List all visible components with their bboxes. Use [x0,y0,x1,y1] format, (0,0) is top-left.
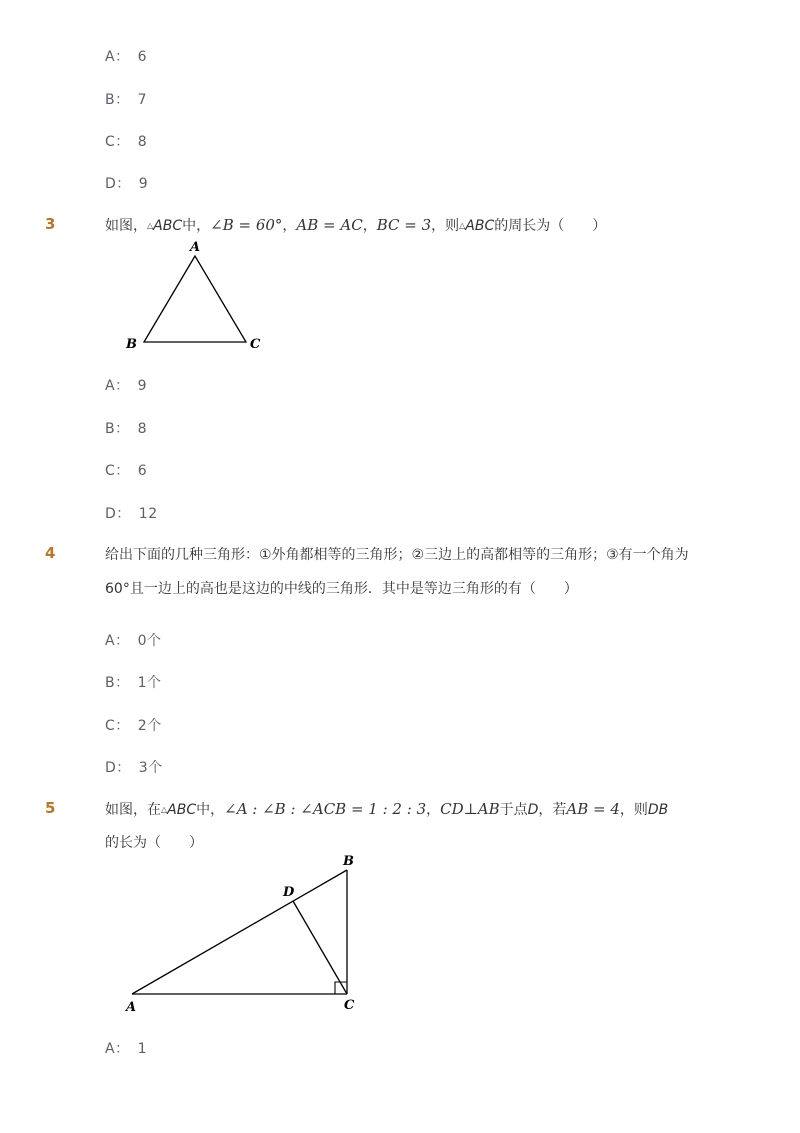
triangle-figure [120,238,270,353]
vertex-label-a: A [190,240,201,255]
option-label: C [105,463,116,479]
option-value: 9 [137,378,147,394]
option-value: 1 [137,1041,147,1057]
vertex-label-b: B [126,337,137,352]
q2-option-a[interactable]: A： 6 [105,49,147,65]
q3-option-d[interactable]: D： 12 [105,506,158,522]
option-label: D [105,760,117,776]
vertex-label-c: C [250,337,261,352]
option-label: B [105,675,116,691]
question-text-line2: 60°且一边上的高也是这边的中线的三角形．其中是等边三角形的有（ ） [105,581,578,597]
question-text-line1: 如图，在△ABC中，∠A : ∠B : ∠ACB = 1 : 2 : 3，CD⊥AB于点D，若AB = 4，则DB [105,800,669,818]
side-ab [132,870,347,994]
q4-option-c[interactable]: C： 2个 [105,718,162,734]
option-label: A [105,633,116,649]
question-text-line1: 给出下面的几种三角形：①外角都相等的三角形；②三边上的高都相等的三角形；③有一个角为 [105,547,689,563]
option-value: 6 [137,49,147,65]
option-label: C [105,718,116,734]
option-value: 12 [138,506,158,522]
option-label: A [105,378,116,394]
question-number: 4 [45,544,56,562]
option-label: B [105,92,116,108]
q2-option-b[interactable]: B： 7 [105,92,148,108]
question-text: 如图，△ABC中，∠B = 60°，AB = AC，BC = 3，则△ABC的周长为（ ） [105,216,607,234]
vertex-label-b: B [343,854,354,869]
q3-option-c[interactable]: C： 6 [105,463,148,479]
option-label: A [105,1041,116,1057]
q4-option-a[interactable]: A： 0个 [105,633,162,649]
altitude-cd [293,901,347,994]
option-value: 8 [137,421,148,437]
vertex-label-c: C [344,998,355,1013]
question-number: 5 [45,799,56,817]
q4-option-b[interactable]: B： 1个 [105,675,162,691]
option-label: D [105,506,117,522]
option-value: 2个 [137,718,162,734]
q5-option-a[interactable]: A： 1 [105,1041,147,1057]
option-value: 8 [137,134,148,150]
option-value: 3个 [138,760,163,776]
q2-option-d[interactable]: D： 9 [105,176,149,192]
q3-option-a[interactable]: A： 9 [105,378,147,394]
triangle-outline [144,256,246,342]
vertex-label-d: D [283,885,295,900]
right-triangle-figure [120,850,370,1020]
question-number: 3 [45,215,56,233]
option-value: 1个 [137,675,162,691]
q4-option-d[interactable]: D： 3个 [105,760,163,776]
option-value: 9 [138,176,149,192]
option-value: 7 [137,92,148,108]
q3-option-b[interactable]: B： 8 [105,421,148,437]
option-label: B [105,421,116,437]
option-value: 0个 [137,633,162,649]
option-label: C [105,134,116,150]
option-value: 6 [137,463,148,479]
vertex-label-a: A [126,1000,137,1015]
question-text-line2: 的长为（ ） [105,835,203,851]
option-label: A [105,49,116,65]
option-label: D [105,176,117,192]
q2-option-c[interactable]: C： 8 [105,134,148,150]
